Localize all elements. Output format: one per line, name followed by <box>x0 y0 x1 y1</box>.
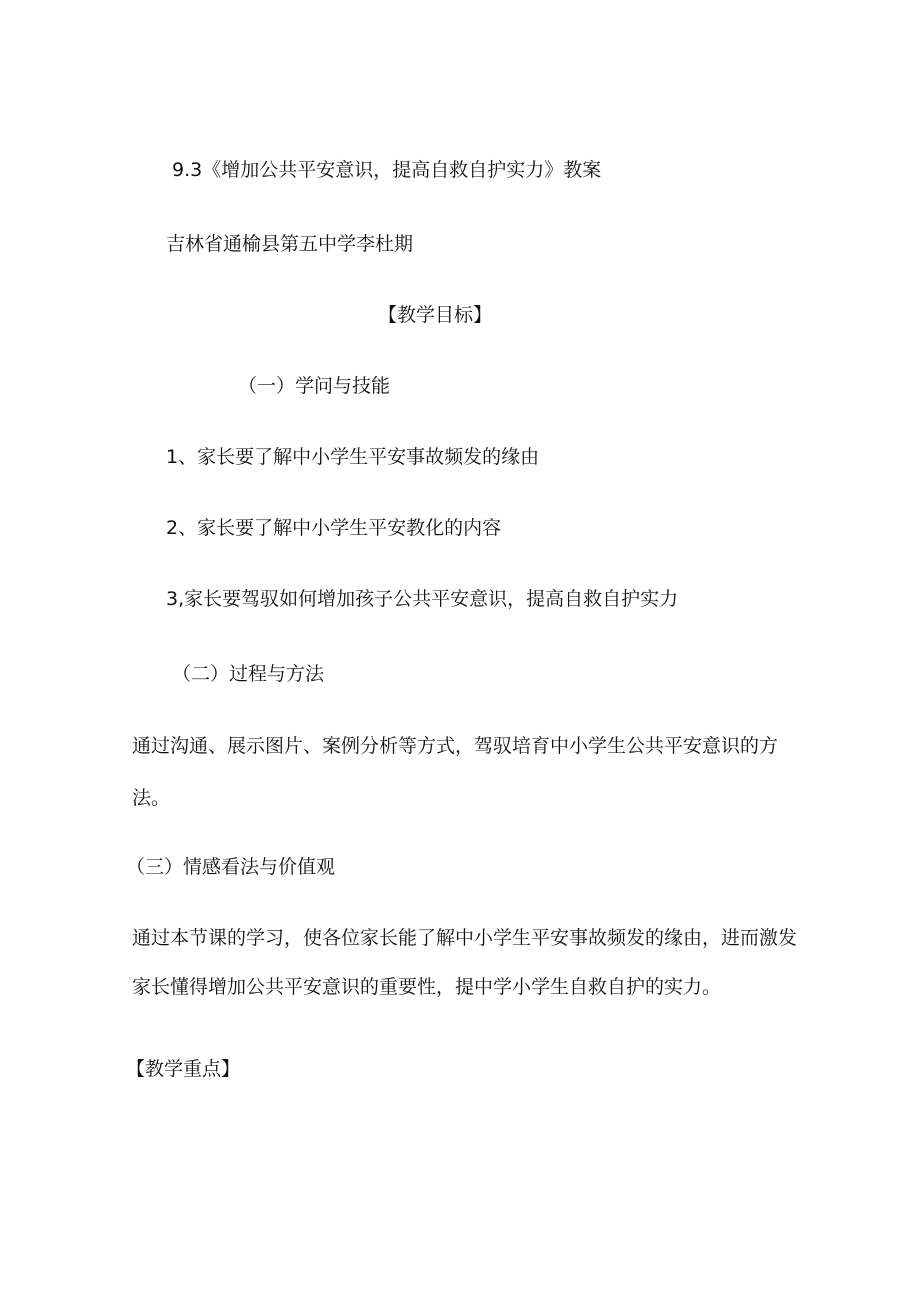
emotion-paragraph-line-2: 家长懂得增加公共平安意识的重要性，提中学小学生自救自护的实力。 <box>132 976 722 998</box>
subheading-emotion-values: （三）情感看法与价值观 <box>126 856 336 878</box>
section-heading-key-points: 【教学重点】 <box>126 1058 241 1080</box>
subheading-knowledge-skills: （一）学问与技能 <box>238 375 391 397</box>
document-title: 9.3《增加公共平安意识，提高自救自护实力》教案 <box>172 159 602 181</box>
process-paragraph-line-1: 通过沟通、展示图片、案例分析等方式，驾驭培育中小学生公共平安意识的方 <box>132 735 779 757</box>
objective-item-3: 3,家长要驾驭如何增加孩子公共平安意识，提高自救自护实力 <box>166 588 679 610</box>
process-paragraph-line-2: 法。 <box>132 787 171 809</box>
section-heading-objectives: 【教学目标】 <box>378 304 493 326</box>
objective-item-2: 2、家长要了解中小学生平安教化的内容 <box>166 517 502 539</box>
objective-item-1: 1、家长要了解中小学生平安事故频发的缘由 <box>166 446 540 468</box>
subheading-process-method: （二）过程与方法 <box>172 663 325 685</box>
emotion-paragraph-line-1: 通过本节课的学习，使各位家长能了解中小学生平安事故频发的缘由，进而激发 <box>132 927 798 949</box>
author-line: 吉林省通榆县第五中学李杜期 <box>166 233 414 255</box>
